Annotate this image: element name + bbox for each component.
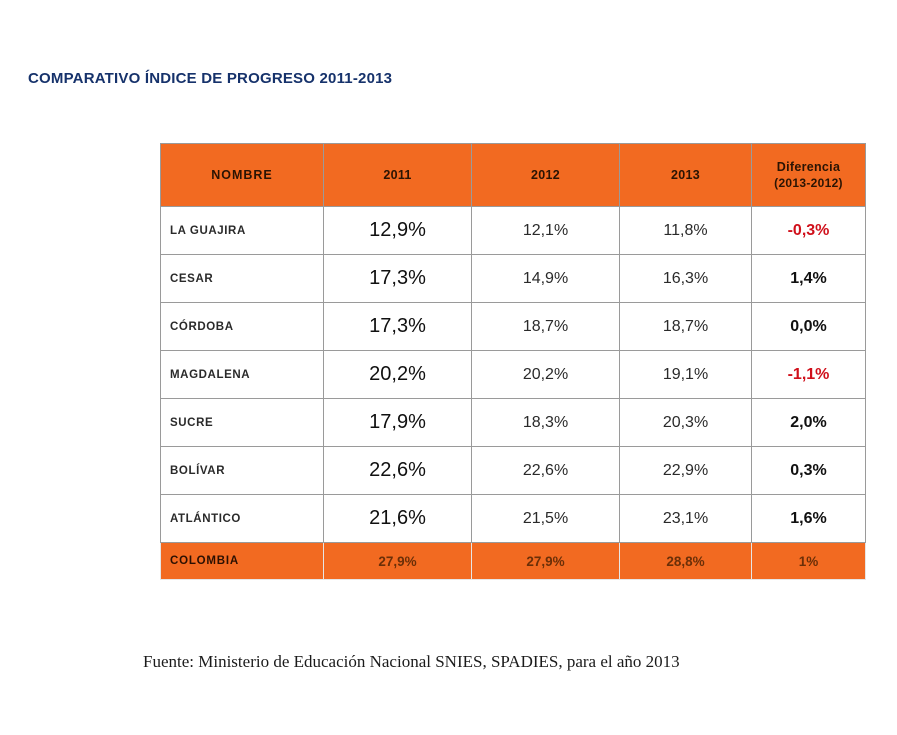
table-body: [161, 207, 866, 580]
cell-region-name: MAGDALENA: [161, 351, 324, 399]
cell-value-2012: 20,2%: [472, 351, 620, 399]
column-header-name: NOMBRE: [161, 144, 324, 207]
cell-value-2012: 14,9%: [472, 255, 620, 303]
difference-header-line1: Diferencia: [776, 160, 841, 174]
progress-table: [160, 143, 866, 580]
cell-region-name: CÓRDOBA: [161, 303, 324, 351]
cell-region-name: CESAR: [161, 255, 324, 303]
cell-total-2011: 27,9%: [324, 543, 472, 580]
table-row: [161, 207, 866, 255]
cell-value-2011: 20,2%: [324, 351, 472, 399]
progress-table-container: [160, 143, 870, 580]
difference-header-line2: (2013-2012): [774, 176, 843, 190]
cell-difference: 1,6%: [752, 495, 866, 543]
source-note: Fuente: Ministerio de Educación Nacional SNIES, SPADIES, para el año 2013: [143, 652, 680, 671]
column-header-difference: [752, 144, 866, 207]
cell-value-2013: 20,3%: [620, 399, 752, 447]
column-header-2011: 2011: [324, 144, 472, 207]
cell-value-2011: 17,3%: [324, 303, 472, 351]
cell-total-name: COLOMBIA: [161, 543, 324, 580]
cell-value-2013: 23,1%: [620, 495, 752, 543]
cell-difference: -1,1%: [752, 351, 866, 399]
column-header-2013: 2013: [620, 144, 752, 207]
cell-value-2013: 22,9%: [620, 447, 752, 495]
cell-region-name: LA GUAJIRA: [161, 207, 324, 255]
table-row: [161, 303, 866, 351]
cell-value-2013: 18,7%: [620, 303, 752, 351]
column-header-2012: 2012: [472, 144, 620, 207]
cell-value-2012: 22,6%: [472, 447, 620, 495]
cell-difference: 0,3%: [752, 447, 866, 495]
cell-difference: 0,0%: [752, 303, 866, 351]
cell-value-2012: 12,1%: [472, 207, 620, 255]
cell-value-2011: 12,9%: [324, 207, 472, 255]
cell-region-name: ATLÁNTICO: [161, 495, 324, 543]
cell-difference: 1,4%: [752, 255, 866, 303]
cell-value-2011: 17,9%: [324, 399, 472, 447]
cell-value-2011: 21,6%: [324, 495, 472, 543]
cell-region-name: SUCRE: [161, 399, 324, 447]
cell-total-2013: 28,8%: [620, 543, 752, 580]
cell-value-2012: 18,3%: [472, 399, 620, 447]
cell-difference: -0,3%: [752, 207, 866, 255]
table-row: [161, 447, 866, 495]
table-row: [161, 399, 866, 447]
table-row: [161, 495, 866, 543]
cell-total-2012: 27,9%: [472, 543, 620, 580]
table-row: [161, 351, 866, 399]
cell-value-2012: 21,5%: [472, 495, 620, 543]
table-header-row: [161, 144, 866, 207]
table-row: [161, 255, 866, 303]
cell-value-2011: 22,6%: [324, 447, 472, 495]
cell-value-2011: 17,3%: [324, 255, 472, 303]
table-header: [161, 144, 866, 207]
cell-region-name: BOLÍVAR: [161, 447, 324, 495]
page-title: COMPARATIVO ÍNDICE DE PROGRESO 2011-2013: [28, 70, 393, 87]
cell-value-2013: 11,8%: [620, 207, 752, 255]
table-total-row: [161, 543, 866, 580]
cell-difference: 2,0%: [752, 399, 866, 447]
cell-value-2013: 19,1%: [620, 351, 752, 399]
cell-total-difference: 1%: [752, 543, 866, 580]
cell-value-2013: 16,3%: [620, 255, 752, 303]
cell-value-2012: 18,7%: [472, 303, 620, 351]
